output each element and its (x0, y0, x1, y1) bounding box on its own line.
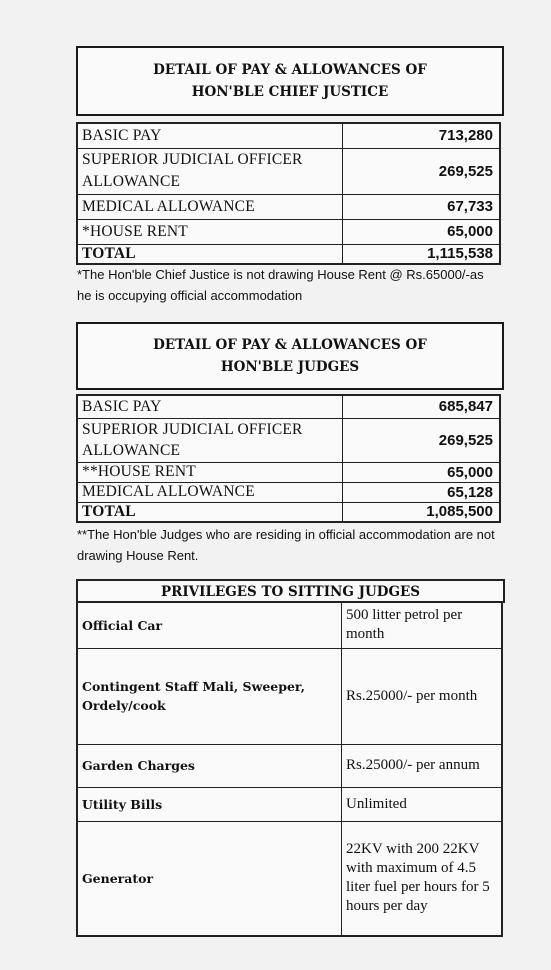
privilege-item: Official Car (77, 602, 342, 648)
chief-justice-title-box (76, 46, 504, 116)
table-row (77, 194, 500, 219)
pay-value: 1,085,500 (343, 502, 501, 522)
table-row (77, 482, 500, 502)
privilege-detail: Unlimited (342, 787, 503, 821)
table-row-total (77, 244, 500, 264)
pay-label: SUPERIOR JUDICIAL OFFICER ALLOWANCE (77, 418, 343, 462)
pay-value: 713,280 (343, 123, 501, 148)
privilege-item: Garden Charges (77, 744, 342, 787)
privilege-detail: 22KV with 200 22KV with maximum of 4.5 liter fuel per hours for 5 hours per day (342, 821, 503, 936)
table-row (77, 602, 502, 648)
pay-label: BASIC PAY (77, 123, 343, 148)
chief-justice-title-line1: DETAIL OF PAY & ALLOWANCES OF (153, 62, 427, 78)
privilege-item: Utility Bills (77, 787, 342, 821)
table-row (77, 462, 500, 482)
pay-label: TOTAL (77, 502, 343, 522)
judges-pay-table (76, 394, 501, 523)
table-row (77, 395, 500, 418)
privilege-detail: Rs.25000/- per month (342, 648, 503, 744)
pay-label: BASIC PAY (77, 395, 343, 418)
judges-title-box (76, 322, 504, 390)
table-row (77, 787, 502, 821)
table-row (77, 648, 502, 744)
chief-justice-title-line2: HON'BLE CHIEF JUSTICE (191, 84, 389, 100)
chief-justice-footnote: *The Hon'ble Chief Justice is not drawing House Rent @ Rs.65000/-as he is occupying official accommodation (77, 267, 484, 303)
pay-label: **HOUSE RENT (77, 462, 343, 482)
privilege-item: Generator (77, 821, 342, 936)
judges-title-line2: HON'BLE JUDGES (220, 359, 360, 375)
table-row (77, 219, 500, 244)
pay-value: 269,525 (343, 418, 501, 462)
pay-value: 685,847 (343, 395, 501, 418)
pay-label: MEDICAL ALLOWANCE (77, 194, 343, 219)
table-row (77, 123, 500, 148)
privilege-item: Contingent Staff Mali, Sweeper, Ordely/cook (77, 648, 342, 744)
table-row (77, 744, 502, 787)
pay-value: 65,000 (343, 219, 501, 244)
table-row (77, 418, 500, 462)
pay-value: 67,733 (343, 194, 501, 219)
table-row (77, 821, 502, 936)
privilege-detail: 500 litter petrol per month (342, 602, 503, 648)
judges-title-line1: DETAIL OF PAY & ALLOWANCES OF (153, 337, 427, 353)
privileges-title: PRIVILEGES TO SITTING JUDGES (76, 579, 505, 603)
judges-footnote: **The Hon'ble Judges who are residing in official accommodation are not drawing House Rent. (77, 527, 495, 563)
privileges-table (76, 601, 503, 937)
chief-justice-pay-table (76, 122, 501, 265)
table-row (77, 148, 500, 194)
privilege-detail: Rs.25000/- per annum (342, 744, 503, 787)
pay-label: MEDICAL ALLOWANCE (77, 482, 343, 502)
pay-value: 1,115,538 (343, 244, 501, 264)
pay-label: SUPERIOR JUDICIAL OFFICER ALLOWANCE (77, 148, 343, 194)
pay-value: 65,000 (343, 462, 501, 482)
pay-value: 269,525 (343, 148, 501, 194)
pay-label: *HOUSE RENT (77, 219, 343, 244)
pay-label: TOTAL (77, 244, 343, 264)
table-row-total (77, 502, 500, 522)
pay-value: 65,128 (343, 482, 501, 502)
